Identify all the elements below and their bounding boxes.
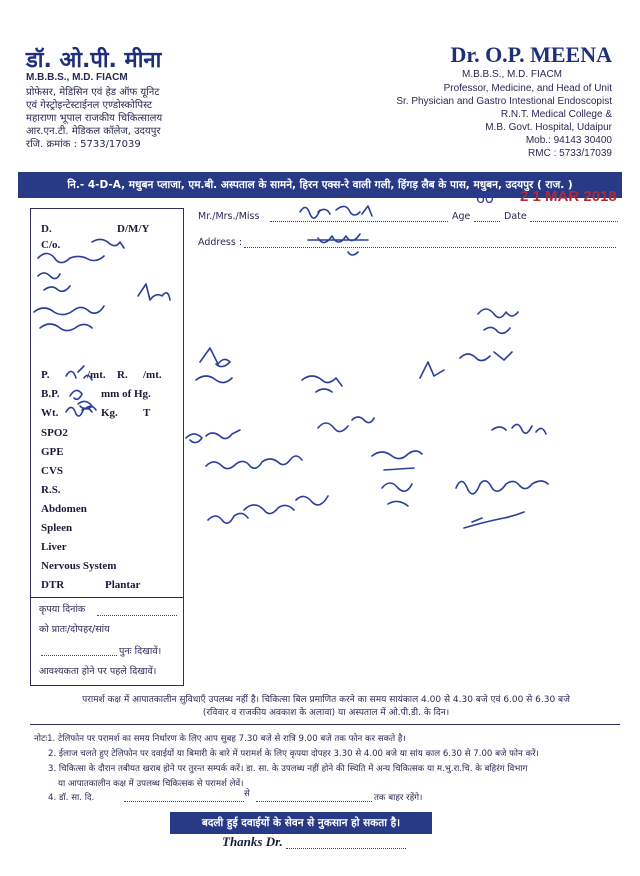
rx-scribble-12 xyxy=(456,481,548,494)
bp-scribble xyxy=(70,390,96,410)
weight-label: Wt. xyxy=(41,407,59,419)
note-4-mid: से xyxy=(244,789,250,799)
pulse-label: P. xyxy=(41,369,50,381)
vital-item: Nervous System xyxy=(41,560,117,572)
english-line: R.N.T. Medical College & xyxy=(500,109,612,120)
vital-item: R.S. xyxy=(41,484,61,496)
dtr-label: DTR xyxy=(41,579,65,591)
notice-divider xyxy=(30,724,620,725)
date-label: Date xyxy=(504,211,527,222)
rx-scribble-9 xyxy=(206,456,302,469)
vital-item: CVS xyxy=(41,465,64,477)
degrees-english: M.B.B.S., M.D. FIACM xyxy=(461,69,562,80)
complaint-scribble-3 xyxy=(34,306,104,331)
plantar-label: Plantar xyxy=(105,579,141,591)
rx-scribble-7 xyxy=(492,424,546,434)
rx-scribble-1 xyxy=(478,309,518,333)
age-handwritten: 60 xyxy=(476,190,494,207)
note-item: 2. ईलाज चलते हुए टेलिफोन पर दवाईयों या बिमारी के बारे में परामर्श के लिए कृपया दोपहर 3.30 से 4.00 बजे या सांय काल 6.30 से 7.00 बजे फोन करें। xyxy=(48,749,539,759)
warning-banner: बदली हुई दवाईयों के सेवन से नुकसान हो सकता है। xyxy=(170,812,432,834)
english-line: Sr. Physician and Gastro Intestional Endoscopist xyxy=(396,96,612,107)
thanks-label: Thanks Dr. xyxy=(222,834,283,849)
age-label: Age xyxy=(452,211,471,222)
note-item: नोटः1. टेलिफोन पर परामर्श का समय निर्धारण के लिए आप सुबह 7.30 बजे से रात्रि 9.00 बजे तक फोन कर सकते है। xyxy=(34,734,406,744)
rx-scribble-13 xyxy=(464,512,524,528)
patient-name-scribble xyxy=(300,206,372,218)
hindi-line: महाराणा भूपाल राजकीय चिकित्सालय xyxy=(26,113,163,124)
notes-list xyxy=(34,732,539,792)
note-4-end: तक बाहर रहेंगे। xyxy=(374,793,423,803)
rx-scribble-3 xyxy=(196,348,232,383)
degrees-hindi-side: M.B.B.S., M.D. FIACM xyxy=(26,72,128,83)
patient-name-label: Mr./Mrs./Miss xyxy=(198,211,260,222)
rx-scribble-8 xyxy=(372,451,422,470)
bp-label: B.P. xyxy=(41,388,60,400)
weight-unit: Kg. xyxy=(101,407,118,419)
resp-label: R. xyxy=(117,369,128,381)
followup-date-label: कृपया दिनांक xyxy=(39,604,86,615)
vital-item: SPO2 xyxy=(41,427,68,439)
date-stamp: 2 1 MAR 2018 xyxy=(520,188,617,205)
followup-early: आवश्यकता होने पर पहले दिखावें। xyxy=(39,666,157,677)
address-scribble xyxy=(308,234,368,255)
rx-scribble-11 xyxy=(382,483,412,506)
notice xyxy=(36,694,616,720)
note-4-line-a xyxy=(124,801,244,802)
dmy-label: D/M/Y xyxy=(117,223,150,235)
note-item: या आपातकालीन कक्ष में उपलब्ध चिकित्सक से परामर्श लेवें। xyxy=(58,779,244,789)
address-label: Address : xyxy=(198,237,243,248)
address-band: नि.- 4-D-A, मधुबन प्लाजा, एम.बी. अस्पताल के सामने, हिरन एक्स-रे वाली गली, हिंगड़ लैब के पास, मधुबन, उदयपुर ( राज. ) xyxy=(18,172,622,198)
note-4-label: 4. डॉ. सा. दि. xyxy=(48,793,95,803)
hindi-line: प्रोफेसर, मेडिसिन एवं हेड ऑफ यूनिट xyxy=(26,87,160,98)
thanks-line xyxy=(286,848,406,849)
vital-item: Abdomen xyxy=(41,503,87,515)
vital-item: Liver xyxy=(41,541,67,553)
english-line: Mob.: 94143 30400 xyxy=(525,135,612,146)
vital-item: Spleen xyxy=(41,522,73,534)
complaint-scribble-2 xyxy=(38,273,170,300)
complaint-scribble-1 xyxy=(38,239,124,262)
temp-label: T xyxy=(143,407,151,419)
english-line: Professor, Medicine, and Head of Unit xyxy=(443,83,612,94)
pulse-unit: /mt. xyxy=(87,369,106,381)
note-4-line-b xyxy=(256,801,372,802)
doctor-name-hindi: डॉ. ओ.पी. मीना xyxy=(26,48,162,73)
hindi-line: एवं गेस्ट्रोइन्टेस्टाईनल एण्डोस्कोपिस्ट xyxy=(26,100,153,111)
hindi-line: रजि. क्रमांक : 5733/17039 xyxy=(26,139,141,150)
hindi-line: आर.एन.टी. मेडिकल कॉलेज, उदयपुर xyxy=(26,126,161,137)
doctor-name-english: Dr. O.P. MEENA xyxy=(450,42,612,67)
notice-line-2: (रविवार व राजकीय अवकाश के अलावा) या अस्पताल में ओ.पी.डी. के दिन। xyxy=(202,708,450,718)
resp-unit: /mt. xyxy=(143,369,162,381)
rx-scribble-5 xyxy=(318,417,374,432)
co-label: C/o. xyxy=(41,239,61,251)
notice-line-1: परामर्श कक्ष में आपातकालीन सुविधाएँ उपलब्ध नहीं है। चिकित्सा बिल प्रमाणित करने का समय सायंकाल 4.00 से 4.30 बजे एवं 6.00 से 6.30 बजे xyxy=(82,695,570,705)
english-line: RMC : 5733/17039 xyxy=(528,148,612,159)
rx-scribble-4 xyxy=(302,376,342,392)
weight-scribble xyxy=(66,407,92,416)
bp-unit: mm of Hg. xyxy=(101,388,151,400)
note-item: 3. चिकित्सा के दौरान तबीयत खराब होने पर तुरन्त सम्पर्क करें। डा. सा. के उपलब्ध नहीं होने की स्थिति में अन्य चिकित्सक या म.भु.रा.चि. के बहिरंग विभाग xyxy=(48,764,528,774)
vital-item: GPE xyxy=(41,446,64,458)
d-label: D. xyxy=(41,223,52,235)
rx-scribble-2 xyxy=(420,352,512,378)
followup-time-label: को प्रातः/दोपहर/सांय xyxy=(39,624,110,635)
rx-scribble-6 xyxy=(186,430,240,443)
rx-scribble-10 xyxy=(208,496,328,523)
pulse-scribble xyxy=(66,366,92,380)
followup-revisit: पुनः दिखावें। xyxy=(119,646,162,657)
english-line: M.B. Govt. Hospital, Udaipur xyxy=(485,122,612,133)
